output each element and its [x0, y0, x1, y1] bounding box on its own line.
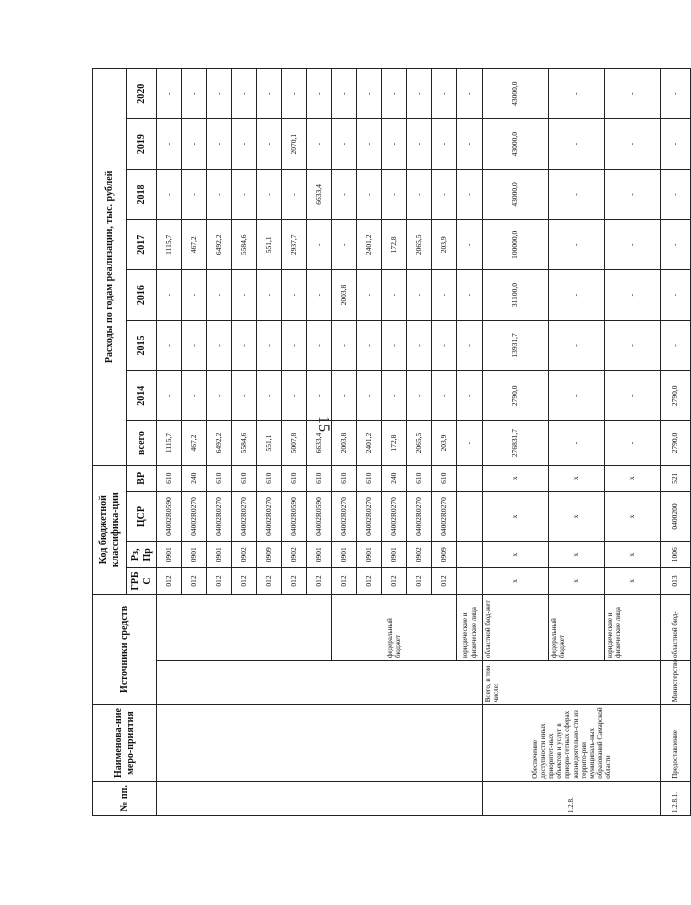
year-value-cell: - — [549, 371, 605, 421]
year-value-cell: 203,9 — [432, 220, 457, 270]
year-value-cell: - — [407, 320, 432, 370]
year-value-cell: - — [549, 69, 605, 119]
header-sources: Источники средств — [93, 594, 157, 705]
year-value-cell: - — [357, 371, 382, 421]
year-value-cell: - — [307, 270, 332, 320]
rzpr-cell: 0909 — [432, 542, 457, 568]
year-value-cell: - — [157, 119, 182, 169]
rzpr-cell: 0901 — [357, 542, 382, 568]
year-value-cell: - — [661, 169, 691, 219]
header-vr: ВР — [127, 465, 157, 491]
year-value-cell: 6492,2 — [207, 220, 232, 270]
rzpr-cell: х — [483, 542, 549, 568]
year-value-cell: - — [661, 119, 691, 169]
grbs-cell: 012 — [432, 568, 457, 594]
year-value-cell: - — [457, 69, 483, 119]
total-cell: 467,2 — [182, 421, 207, 465]
year-value-cell: 100000,0 — [483, 220, 549, 270]
year-value-cell: 43000,0 — [483, 119, 549, 169]
csr-cell: 04002R0590 — [307, 491, 332, 541]
year-value-cell: 467,2 — [182, 220, 207, 270]
header-total: всего — [127, 421, 157, 465]
csr-cell: 04002R0590 — [282, 491, 307, 541]
year-value-cell: - — [457, 220, 483, 270]
year-value-cell: - — [457, 320, 483, 370]
total-cell: 6633,4 — [307, 421, 332, 465]
year-value-cell: - — [207, 69, 232, 119]
year-value-cell: - — [661, 320, 691, 370]
year-value-cell: - — [257, 371, 282, 421]
year-value-cell: - — [332, 69, 357, 119]
year-value-cell: - — [605, 371, 661, 421]
source-cell: юридические и физические лица — [457, 594, 483, 660]
year-value-cell: - — [332, 371, 357, 421]
year-value-cell: - — [232, 119, 257, 169]
year-value-cell: 551,1 — [257, 220, 282, 270]
csr-cell: 04002R0270 — [332, 491, 357, 541]
header-grbs: ГРБ С — [127, 568, 157, 594]
year-value-cell: 2937,7 — [282, 220, 307, 270]
vr-cell: х — [483, 465, 549, 491]
year-value-cell: - — [232, 270, 257, 320]
year-value-cell: - — [232, 320, 257, 370]
year-value-cell: - — [307, 371, 332, 421]
grbs-cell: 012 — [207, 568, 232, 594]
year-value-cell: 2070,1 — [282, 119, 307, 169]
num-cell — [157, 781, 483, 815]
grbs-cell: х — [605, 568, 661, 594]
header-year: 2016 — [127, 270, 157, 320]
total-cell: 6492,2 — [207, 421, 232, 465]
vr-cell: 521 — [661, 465, 691, 491]
grbs-cell: 012 — [332, 568, 357, 594]
vr-cell: 240 — [182, 465, 207, 491]
source-cell: областной бюд-жет — [483, 594, 549, 660]
year-value-cell: - — [207, 270, 232, 320]
source-cell: областной бюд- — [661, 594, 691, 660]
year-value-cell: - — [357, 119, 382, 169]
year-value-cell: - — [407, 270, 432, 320]
year-value-cell: - — [257, 69, 282, 119]
year-value-cell: - — [232, 169, 257, 219]
year-value-cell: - — [182, 270, 207, 320]
total-cell: 172,8 — [382, 421, 407, 465]
name-cell: Обеспечение доступности иных приоритет-ных объектов и услуг в приори-тетных сферах жизнедеятельно-сти из террито-рии муниципаль-ных образований Самарской области — [483, 705, 661, 782]
year-value-cell: - — [257, 270, 282, 320]
table-row — [483, 69, 549, 816]
rzpr-cell: 0901 — [382, 542, 407, 568]
year-value-cell: - — [307, 119, 332, 169]
year-value-cell: - — [182, 169, 207, 219]
rzpr-cell: 0909 — [257, 542, 282, 568]
rotated-table-wrapper — [92, 68, 680, 816]
year-value-cell: - — [382, 119, 407, 169]
budget-table — [92, 68, 691, 816]
csr-cell: 04002R0270 — [432, 491, 457, 541]
grbs-cell: 012 — [382, 568, 407, 594]
year-value-cell: - — [157, 69, 182, 119]
header-year: 2018 — [127, 169, 157, 219]
year-value-cell: - — [661, 69, 691, 119]
year-value-cell: 2790,0 — [661, 371, 691, 421]
rzpr-cell: 0901 — [182, 542, 207, 568]
rzpr-cell: х — [605, 542, 661, 568]
vr-cell: х — [549, 465, 605, 491]
year-value-cell: 43000,0 — [483, 169, 549, 219]
year-value-cell: - — [157, 371, 182, 421]
csr-cell: 0400200 — [661, 491, 691, 541]
year-value-cell: - — [182, 371, 207, 421]
year-value-cell: - — [207, 371, 232, 421]
year-value-cell: - — [182, 320, 207, 370]
year-value-cell: - — [207, 169, 232, 219]
rzpr-cell: 0901 — [332, 542, 357, 568]
grbs-cell: 012 — [357, 568, 382, 594]
total-cell: 203,9 — [432, 421, 457, 465]
year-value-cell: 13931,7 — [483, 320, 549, 370]
rzpr-cell: 0901 — [307, 542, 332, 568]
total-cell: - — [549, 421, 605, 465]
total-cell: 2065,5 — [407, 421, 432, 465]
rzpr-cell: 0902 — [407, 542, 432, 568]
year-value-cell: - — [432, 270, 457, 320]
year-value-cell: - — [382, 169, 407, 219]
year-value-cell: - — [257, 119, 282, 169]
vr-cell: 240 — [382, 465, 407, 491]
header-rzpr: Рз, Пр — [127, 542, 157, 568]
vr-cell: 610 — [407, 465, 432, 491]
year-value-cell: - — [282, 270, 307, 320]
grbs-cell: 012 — [257, 568, 282, 594]
year-value-cell: - — [332, 169, 357, 219]
vr-cell: 610 — [357, 465, 382, 491]
year-value-cell: - — [332, 119, 357, 169]
year-value-cell: - — [232, 69, 257, 119]
year-value-cell: - — [257, 169, 282, 219]
header-expenses: Расходы по годам реализации, тыс. рублей — [93, 69, 127, 466]
vr-cell: 610 — [307, 465, 332, 491]
rzpr-cell: 0902 — [282, 542, 307, 568]
year-value-cell: - — [549, 270, 605, 320]
year-value-cell: - — [282, 169, 307, 219]
year-value-cell: - — [157, 320, 182, 370]
year-value-cell: - — [207, 119, 232, 169]
year-value-cell: - — [357, 169, 382, 219]
year-value-cell: - — [307, 220, 332, 270]
year-value-cell: - — [307, 69, 332, 119]
year-value-cell: - — [307, 320, 332, 370]
csr-cell: 04002R0270 — [382, 491, 407, 541]
total-cell: 1115,7 — [157, 421, 182, 465]
executor-cell: Министерство — [661, 661, 691, 705]
year-value-cell: - — [457, 169, 483, 219]
header-year: 2019 — [127, 119, 157, 169]
total-cell: 276831,7 — [483, 421, 549, 465]
empty-cell — [457, 542, 483, 568]
year-value-cell: - — [605, 320, 661, 370]
csr-cell: 04002R0270 — [407, 491, 432, 541]
num-cell: 1.2.8. — [483, 781, 661, 815]
executor-cell: Всего, в том числе: — [483, 661, 661, 705]
csr-cell: 04002R0270 — [207, 491, 232, 541]
year-value-cell: - — [282, 371, 307, 421]
year-value-cell: - — [457, 119, 483, 169]
grbs-cell: х — [549, 568, 605, 594]
year-value-cell: - — [282, 69, 307, 119]
csr-cell: х — [549, 491, 605, 541]
year-value-cell: - — [382, 320, 407, 370]
year-value-cell: - — [457, 270, 483, 320]
total-cell: 2003,8 — [332, 421, 357, 465]
grbs-cell: 012 — [407, 568, 432, 594]
year-value-cell: 172,8 — [382, 220, 407, 270]
year-value-cell: - — [457, 371, 483, 421]
grbs-cell: 012 — [157, 568, 182, 594]
year-value-cell: 1115,7 — [157, 220, 182, 270]
year-value-cell: - — [382, 69, 407, 119]
year-value-cell: - — [382, 270, 407, 320]
year-value-cell: - — [432, 169, 457, 219]
csr-cell: 04002R0270 — [182, 491, 207, 541]
year-value-cell: - — [549, 119, 605, 169]
source-cell: юридические и физические лица — [605, 594, 661, 660]
year-value-cell: - — [157, 169, 182, 219]
year-value-cell: - — [549, 169, 605, 219]
total-cell: 5584,6 — [232, 421, 257, 465]
rzpr-cell: 1006 — [661, 542, 691, 568]
year-value-cell: - — [357, 69, 382, 119]
year-value-cell: - — [661, 270, 691, 320]
vr-cell: 610 — [257, 465, 282, 491]
header-csr: ЦСР — [127, 491, 157, 541]
executor-cell — [157, 661, 483, 705]
year-value-cell: 5584,6 — [232, 220, 257, 270]
name-cell — [157, 705, 483, 782]
rzpr-cell: 0901 — [207, 542, 232, 568]
empty-cell — [457, 465, 483, 491]
csr-cell: 04002R0270 — [232, 491, 257, 541]
year-value-cell: - — [282, 320, 307, 370]
year-value-cell: - — [605, 69, 661, 119]
table-row — [661, 69, 691, 816]
empty-cell — [457, 491, 483, 541]
year-value-cell: - — [407, 69, 432, 119]
grbs-cell: 012 — [182, 568, 207, 594]
year-value-cell: 2790,0 — [483, 371, 549, 421]
year-value-cell: - — [407, 119, 432, 169]
year-value-cell: - — [432, 119, 457, 169]
vr-cell: 610 — [157, 465, 182, 491]
year-value-cell: - — [232, 371, 257, 421]
grbs-cell: 012 — [232, 568, 257, 594]
total-cell: 2401,2 — [357, 421, 382, 465]
year-value-cell: 2065,5 — [407, 220, 432, 270]
rzpr-cell: 0902 — [232, 542, 257, 568]
year-value-cell: - — [182, 119, 207, 169]
year-value-cell: 6633,4 — [307, 169, 332, 219]
vr-cell: 610 — [332, 465, 357, 491]
total-cell: 551,1 — [257, 421, 282, 465]
name-cell: Предоставление — [661, 705, 691, 782]
csr-cell: х — [605, 491, 661, 541]
source-cell — [157, 594, 332, 660]
year-value-cell: - — [407, 169, 432, 219]
page-number: 15 — [315, 416, 332, 432]
rzpr-cell: х — [549, 542, 605, 568]
year-value-cell: - — [332, 220, 357, 270]
vr-cell: 610 — [207, 465, 232, 491]
year-value-cell: 2003,8 — [332, 270, 357, 320]
num-cell: 1.2.8.1. — [661, 781, 691, 815]
total-cell: 5007,8 — [282, 421, 307, 465]
year-value-cell: 43000,0 — [483, 69, 549, 119]
csr-cell: 04002R0590 — [157, 491, 182, 541]
grbs-cell: 013 — [661, 568, 691, 594]
year-value-cell: - — [432, 371, 457, 421]
grbs-cell: 012 — [282, 568, 307, 594]
csr-cell: х — [483, 491, 549, 541]
vr-cell: 610 — [282, 465, 307, 491]
year-value-cell: - — [549, 220, 605, 270]
header-name: Наименова-ние меро-приятия — [93, 705, 157, 782]
year-value-cell: - — [257, 320, 282, 370]
year-value-cell: - — [605, 169, 661, 219]
year-value-cell: - — [407, 371, 432, 421]
vr-cell: 610 — [232, 465, 257, 491]
year-value-cell: 2401,2 — [357, 220, 382, 270]
year-value-cell: - — [332, 320, 357, 370]
year-value-cell: - — [357, 320, 382, 370]
grbs-cell: х — [483, 568, 549, 594]
vr-cell: 610 — [432, 465, 457, 491]
year-value-cell: - — [157, 270, 182, 320]
grbs-cell: 012 — [307, 568, 332, 594]
header-year: 2014 — [127, 371, 157, 421]
csr-cell: 04002R0270 — [257, 491, 282, 541]
source-cell: федеральный бюджет — [332, 594, 457, 660]
rzpr-cell: 0901 — [157, 542, 182, 568]
csr-cell: 04002R0270 — [357, 491, 382, 541]
total-cell: - — [605, 421, 661, 465]
header-num: № пп. — [93, 781, 157, 815]
vr-cell: х — [605, 465, 661, 491]
header-year: 2020 — [127, 69, 157, 119]
year-value-cell: - — [605, 119, 661, 169]
year-value-cell: - — [207, 320, 232, 370]
year-value-cell: - — [605, 220, 661, 270]
source-cell: федеральный бюджет — [549, 594, 605, 660]
year-value-cell: - — [357, 270, 382, 320]
table-row — [157, 69, 182, 816]
empty-cell — [457, 568, 483, 594]
year-value-cell: - — [382, 371, 407, 421]
total-cell: - — [457, 421, 483, 465]
year-value-cell: - — [605, 270, 661, 320]
header-year: 2015 — [127, 320, 157, 370]
header-kbk: Код бюджетной классифика-ции — [93, 465, 127, 594]
year-value-cell: - — [182, 69, 207, 119]
year-value-cell: - — [549, 320, 605, 370]
year-value-cell: - — [432, 69, 457, 119]
year-value-cell: - — [432, 320, 457, 370]
total-cell: 2790,0 — [661, 421, 691, 465]
year-value-cell: 31100,0 — [483, 270, 549, 320]
year-value-cell: - — [661, 220, 691, 270]
header-year: 2017 — [127, 220, 157, 270]
